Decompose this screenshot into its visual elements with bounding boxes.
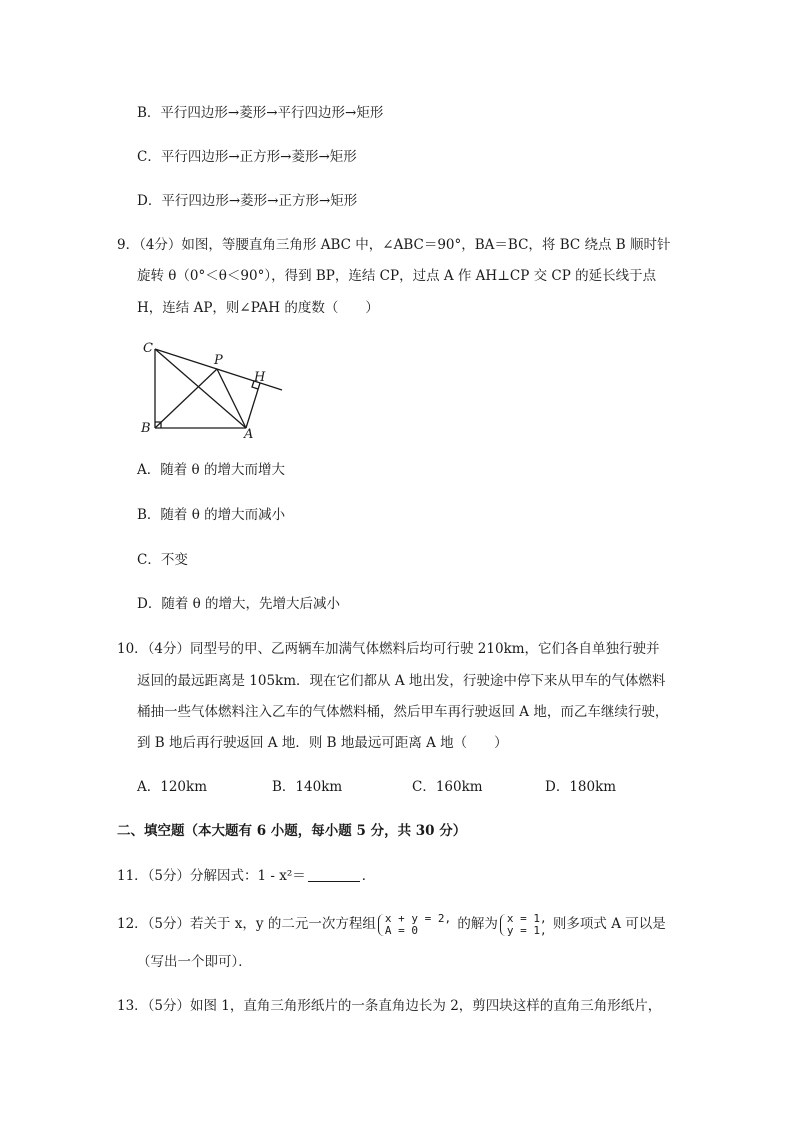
q12-solution-system (500, 913, 547, 937)
q9-option-d: D．随着 θ 的增大，先增大后减小 (137, 596, 341, 612)
q10-stem-line-2: 返回的最远距离是 105km．现在它们都从 A 地出发，行驶途中停下来从甲车的气体燃料 (137, 673, 666, 689)
q9-stem-line-1: 9．（4分）如图，等腰直角三角形 ABC 中，∠ABC＝90°，BA＝BC，将 BC 绕点 B 顺时针 (117, 237, 671, 253)
q12-middle: 的解为 (457, 916, 498, 932)
q10-option-a: A．120km (137, 779, 207, 795)
q11-text: 11．（5分）分解因式：1 - x²＝ (117, 868, 306, 884)
q9-stem-line-3: H，连结 AP，则∠PAH 的度数（ ） (137, 300, 379, 316)
label-b: B (141, 421, 151, 436)
segment-pa (217, 369, 246, 428)
q10-option-c: C．160km (412, 779, 483, 795)
q11-answer-blank[interactable] (308, 867, 360, 882)
q13-stem-line-1: 13．（5分）如图 1，直角三角形纸片的一条直角边长为 2，剪四块这样的直角三角形纸片， (117, 998, 662, 1014)
section-heading: 二、填空题（本大题有 6 小题，每小题 5 分，共 30 分） (117, 823, 467, 839)
label-a: A (244, 427, 254, 442)
q9-figure (135, 333, 300, 443)
q9-option-a: A．随着 θ 的增大而增大 (137, 462, 285, 478)
q12-line-2: （写出一个即可）． (137, 954, 252, 970)
q9-option-b: B．随着 θ 的增大而减小 (137, 507, 286, 523)
q10-stem-line-3: 桶抽一些气体燃料注入乙车的气体燃料桶，然后甲车再行驶返回 A 地，而乙车继续行驶， (137, 704, 669, 720)
q10-option-b: B．140km (272, 779, 343, 795)
q12-suffix: 则多项式 A 可以是 (552, 916, 666, 932)
label-p: P (214, 353, 223, 368)
q8-option-b: B．平行四边形→菱形→平行四边形→矩形 (137, 105, 384, 121)
q10-option-d: D．180km (545, 779, 617, 795)
segment-ah (246, 383, 260, 428)
q12-sys2-row1: x = 1, (506, 911, 547, 925)
q9-stem-line-2: 旋转 θ（0°＜θ＜90°），得到 BP，连结 CP，过点 A 作 AH⊥CP 交 CP 的延长线于点 (137, 268, 657, 284)
q12-prefix: 12．（5分）若关于 x，y 的二元一次方程组 (117, 916, 376, 932)
q12-sys1-row1: x + y = 2, (384, 911, 452, 925)
segment-bp (155, 369, 217, 428)
q12-equation-system (378, 913, 451, 937)
label-c: C (143, 341, 153, 356)
label-h: H (254, 370, 266, 385)
q12-sys1-row2: A = 0 (384, 923, 418, 937)
q8-option-d: D．平行四边形→菱形→正方形→矩形 (137, 193, 358, 209)
q9-option-c: C．不变 (137, 552, 188, 568)
q12-line-1 (117, 904, 666, 944)
q8-option-c: C．平行四边形→正方形→菱形→矩形 (137, 149, 357, 165)
q11 (117, 866, 375, 886)
q12-sys2-row2: y = 1, (506, 923, 547, 937)
q10-stem-line-1: 10．（4分）同型号的甲、乙两辆车加满气体燃料后均可行驶 210km，它们各自单独行驶并 (117, 641, 660, 657)
q10-stem-line-4: 到 B 地后再行驶返回 A 地．则 B 地最远可距离 A 地（ ） (137, 735, 508, 751)
segment-ca (155, 349, 246, 428)
q11-end: ． (361, 868, 376, 884)
